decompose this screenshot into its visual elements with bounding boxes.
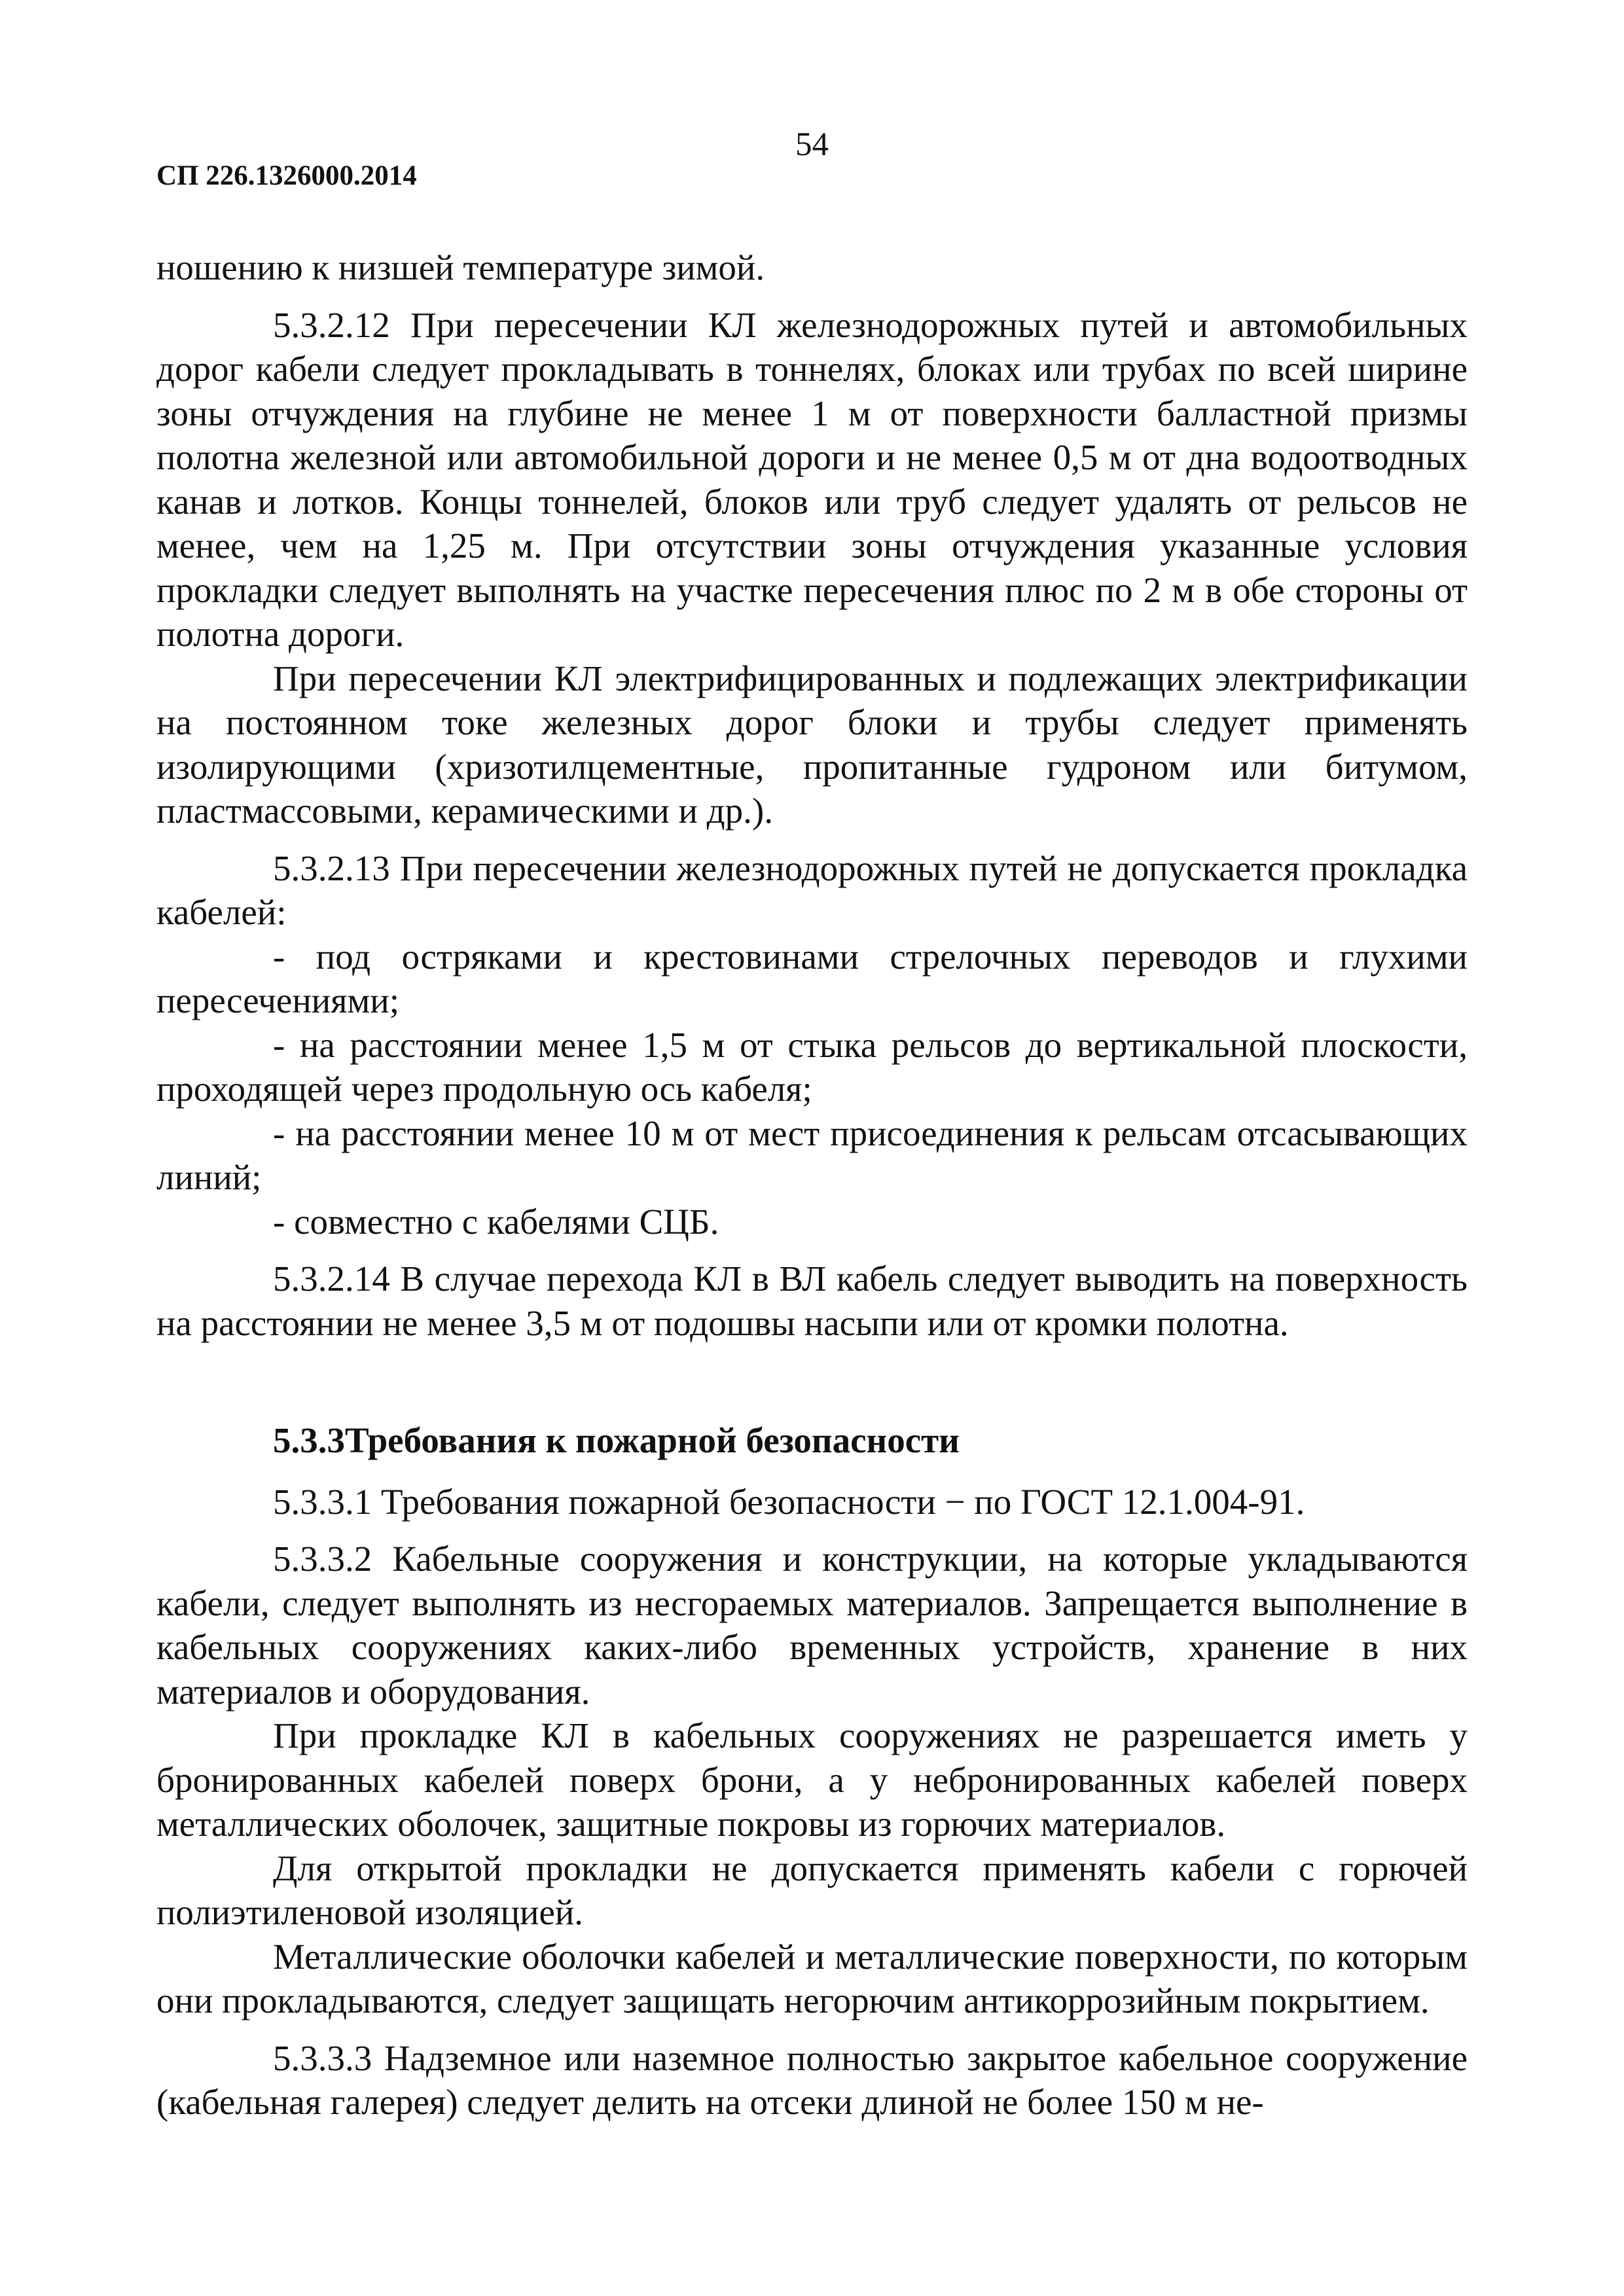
list-item: - на расстоянии менее 10 м от мест присоединения к рельсам отсасывающих линий; [156, 1113, 1468, 1197]
paragraph: При прокладке КЛ в кабельных сооружениях не разрешается иметь у бронированных кабелей поверх брони, а у небронированных кабелей поверх металлических оболочек, защитные покровы из горючих материалов. [156, 1715, 1468, 1844]
paragraph: При пересечении КЛ электрифицированных и подлежащих электрификации на постоянном токе железных дорог блоки и трубы следует применять изолирующими (хризотилцементные, пропитанные гудроном или битумом, пластмассовыми, керамическими и др.). [156, 658, 1468, 831]
paragraph: ношению к низшей температуре зимой. [156, 247, 765, 287]
list-item: - на расстоянии менее 1,5 м от стыка рельсов до вертикальной плоскости, проходящей через продольную ось кабеля; [156, 1024, 1468, 1109]
page-number: 54 [795, 126, 829, 163]
paragraph-5-3-3-1: 5.3.3.1 Требования пожарной безопасности − по ГОСТ 12.1.004-91. [273, 1481, 1305, 1522]
paragraph: Для открытой прокладки не допускается применять кабели с горючей полиэтиленовой изоляцией. [156, 1848, 1468, 1932]
paragraph: Металлические оболочки кабелей и металлические поверхности, по которым они прокладываются, следует защищать негорючим антикоррозийным покрытием. [156, 1936, 1468, 2020]
document-body [156, 245, 1468, 2125]
list-item: - под остряками и крестовинами стрелочных переводов и глухими пересечениями; [156, 936, 1468, 1020]
document-code: СП 226.1326000.2014 [156, 160, 417, 191]
paragraph-5-3-2-13: 5.3.2.13 При пересечении железнодорожных путей не допускается прокладка кабелей: [156, 848, 1468, 932]
paragraph-5-3-2-12: 5.3.2.12 При пересечении КЛ железнодорожных путей и автомобильных дорог кабели следует прокладывать в тоннелях, блоках или трубах по всей ширине зоны отчуждения на глубине не менее 1 м от поверхности балластной призмы полотна железной или автомобильной дороги и не менее 0,5 м от дна водоотводных канав и лотков. Концы тоннелей, блоков или труб следует удалять от рельсов не менее, чем на 1,25 м. При отсутствии зоны отчуждения указанные условия прокладки следует выполнять на участке пересечения плюс по 2 м в обе стороны от полотна дороги. [156, 304, 1468, 654]
paragraph-5-3-3-2: 5.3.3.2 Кабельные сооружения и конструкции, на которые укладываются кабели, следует выполнять из несгораемых материалов. Запрещается выполнение в кабельных сооружениях каких-либо временных устройств, хранение в них материалов и оборудования. [156, 1539, 1468, 1712]
list-item: - совместно с кабелями СЦБ. [273, 1201, 719, 1242]
paragraph-5-3-2-14: 5.3.2.14 В случае перехода КЛ в ВЛ кабель следует выводить на поверхность на расстоянии не менее 3,5 м от подошвы насыпи или от кромки полотна. [156, 1259, 1468, 1343]
section-heading: 5.3.3Требования к пожарной безопасности [273, 1420, 960, 1460]
paragraph-5-3-3-3: 5.3.3.3 Надземное или наземное полностью закрытое кабельное сооружение (кабельная галерея) следует делить на отсеки длиной не более 150 м не- [156, 2037, 1468, 2122]
